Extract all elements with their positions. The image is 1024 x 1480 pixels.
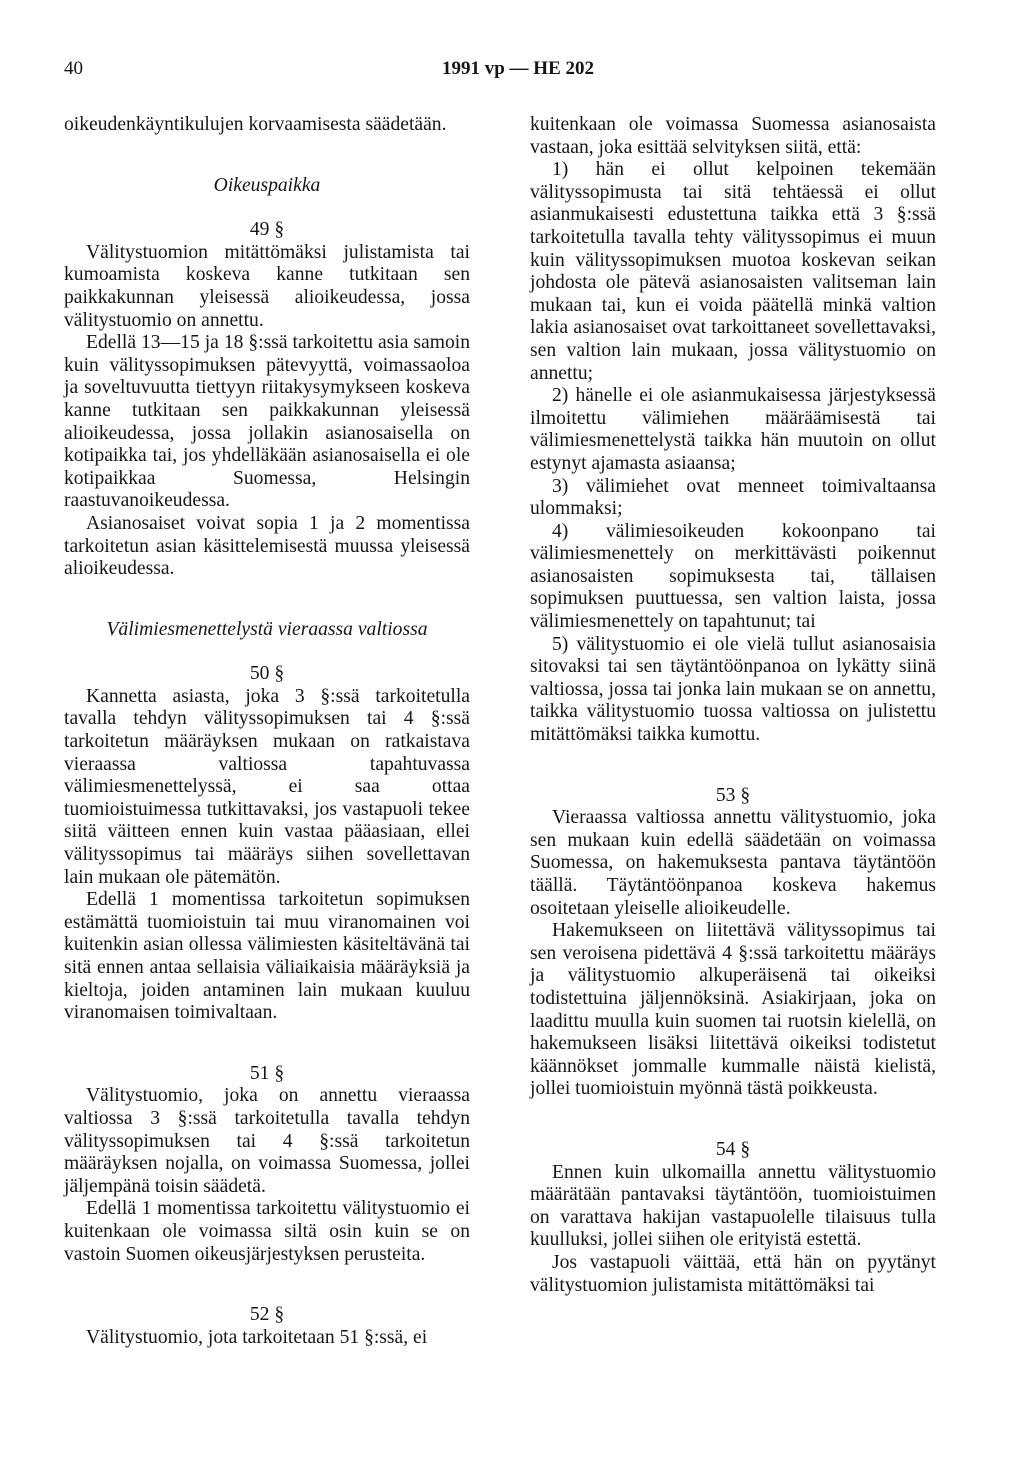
section-50-paragraph-2: Edellä 1 momentissa tarkoitetun sopimuksen estämättä tuomioistuin tai muu viranomainen voi kuitenkin asian ollessa välimiesten käsiteltävänä tai sitä ennen antaa sellaisia väliaikaisia määräyksiä ja kieltoja, joiden antaminen lain mukaan kuuluu viranomaisen toimivaltaan. (64, 889, 470, 1024)
section-53-paragraph-2: Hakemukseen on liitettävä välityssopimus tai sen veroisena pidettävä 4 §:ssä tarkoitettu määräys ja välitystuomio alkuperäisenä tai oikeiksi todistettuina jäljennöksinä. Asiakirjaan, joka on laadittu muulla kuin suomen tai ruotsin kielellä, on hakemukseen lisäksi liitettävä oikeiksi todistetut käännökset jommalle kummalle näistä kielistä, jollei tuomioistuin myönnä tästä poikkeusta. (530, 920, 936, 1100)
section-50-label: 50 § (249, 663, 285, 685)
section-52-label: 52 § (249, 1304, 285, 1326)
page-number: 40 (64, 58, 83, 79)
heading-valimiesmenettely: Välimiesmenettelystä vieraassa valtiossa (106, 618, 428, 640)
section-51-label: 51 § (249, 1062, 285, 1084)
section-49-paragraph-1: Välitystuomion mitättömäksi julistamista tai kumoamista koskeva kanne tutkitaan sen paikkakunnan yleisessä alioikeudessa, jossa välitystuomio on annettu. (64, 241, 470, 331)
section-49-paragraph-3: Asianosaiset voivat sopia 1 ja 2 momentissa tarkoitetun asian käsittelemisestä muussa yleisessä alioikeudessa. (64, 512, 470, 580)
list-item-4: 4) välimiesoikeuden kokoonpano tai välimiesmenettely on merkittävästi poikennut asianosaisten sopimuksesta tai, tällaisen sopimuksen puuttuessa, sen valtion laista, jossa välimiesmenettely on tapahtunut; tai (530, 520, 936, 633)
section-49-paragraph-2: Edellä 13—15 ja 18 §:ssä tarkoitettu asia samoin kuin välityssopimuksen pätevyyttä, voimassaoloa ja soveltuvuutta tiettyyn riitakysymykseen koskeva kanne tutkitaan sen paikkakunnan yleisessä alioikeudessa, jossa jollakin asianosaisella on kotipaikka tai, jos yhdelläkään asianosaisella ei ole kotipaikkaa Suomessa, Helsingin raastuvanoikeudessa. (64, 332, 470, 512)
right-column (530, 114, 936, 1297)
section-50-paragraph-1: Kannetta asiasta, joka 3 §:ssä tarkoitetulla tavalla tehdyn välityssopimuksen tai 4 §:ssä tarkoitetun määräyksen mukaan on ratkaistava vieraassa valtiossa tapahtuvassa välimiesmenettelyssä, ei saa ottaa tuomioistuimessa tutkittavaksi, jos vastapuoli tekee siitä väitteen ennen kuin vastaa pääasiaan, ellei välityssopimus tai määräys siihen sovellettavan lain mukaan ole pätemätön. (64, 685, 470, 888)
list-item-1: 1) hän ei ollut kelpoinen tekemään välityssopimusta tai sitä tehtäessä ei ollut asianmukaisesti edustettuna taikka että 3 §:ssä tarkoitetulla tavalla tehty välityssopimus ei muun kuin välityssopimuksen muotoa koskevan seikan johdosta ole pätevä asianosaisten valitseman lain mukaan tai, kun ei voida päätellä minkä valtion lakia asianosaiset ovat tarkoittaneet sovellettavaksi, sen valtion lain mukaan, jossa välitystuomio on annettu; (530, 159, 936, 384)
running-title: 1991 vp — HE 202 (441, 58, 595, 79)
list-item-3: 3) välimiehet ovat menneet toimivaltaansa ulommaksi; (530, 475, 936, 520)
heading-oikeuspaikka: Oikeuspaikka (213, 174, 321, 196)
section-51-paragraph-1: Välitystuomio, joka on annettu vieraassa valtiossa 3 §:ssä tarkoitetulla tavalla tehdyn välityssopimuksen tai 4 §:ssä tarkoitetun määräyksen nojalla, on voimassa Suomessa, jollei jäljempänä toisin säädetä. (64, 1085, 470, 1197)
section-54-label: 54 § (715, 1138, 751, 1160)
left-column (64, 114, 470, 1349)
section-54-paragraph-2: Jos vastapuoli väittää, että hän on pyytänyt välitystuomion julistamista mitättömäksi tai (530, 1251, 936, 1296)
section-51-paragraph-2: Edellä 1 momentissa tarkoitettu välitystuomio ei kuitenkaan ole voimassa siltä osin kuin se on vastoin Suomen oikeusjärjestyksen perusteita. (64, 1198, 470, 1265)
list-item-2: 2) hänelle ei ole asianmukaisessa järjestyksessä ilmoitettu välimiehen määräämisestä tai välimiesmenettelystä taikka hän muutoin on ollut estynyt ajamasta asiaansa; (530, 385, 936, 474)
intro-text: oikeudenkäyntikulujen korvaamisesta säädetään. (64, 114, 447, 135)
continuation-text: kuitenkaan ole voimassa Suomessa asianosaista vastaan, joka esittää selvityksen siitä, että: (530, 114, 936, 158)
section-54-paragraph-1: Ennen kuin ulkomailla annettu välitystuomio määrätään pantavaksi täytäntöön, tuomioistuimen on varattava hakijan vastapuolelle tilaisuus tulla kuulluksi, jollei siihen ole erityistä estettä. (530, 1161, 936, 1251)
section-49-label: 49 § (249, 219, 285, 241)
section-53-paragraph-1: Vieraassa valtiossa annettu välitystuomio, joka sen mukaan kuin edellä säädetään on voimassa Suomessa, on hakemuksesta pantava täytäntöön täällä. Täytäntöönpanoa koskeva hakemus osoitetaan yleiselle alioikeudelle. (530, 807, 936, 919)
list-item-5: 5) välitystuomio ei ole vielä tullut asianosaisia sitovaksi tai sen täytäntöönpanoa on lykätty siinä valtiossa, jossa tai jonka lain mukaan se on annettu, taikka välitystuomio tuossa valtiossa on julistettu mitättömäksi taikka kumottu. (530, 633, 936, 746)
section-53-label: 53 § (715, 784, 751, 806)
page-header (64, 58, 972, 88)
section-52-paragraph-1: Välitystuomio, jota tarkoitetaan 51 §:ssä, ei (86, 1326, 428, 1348)
